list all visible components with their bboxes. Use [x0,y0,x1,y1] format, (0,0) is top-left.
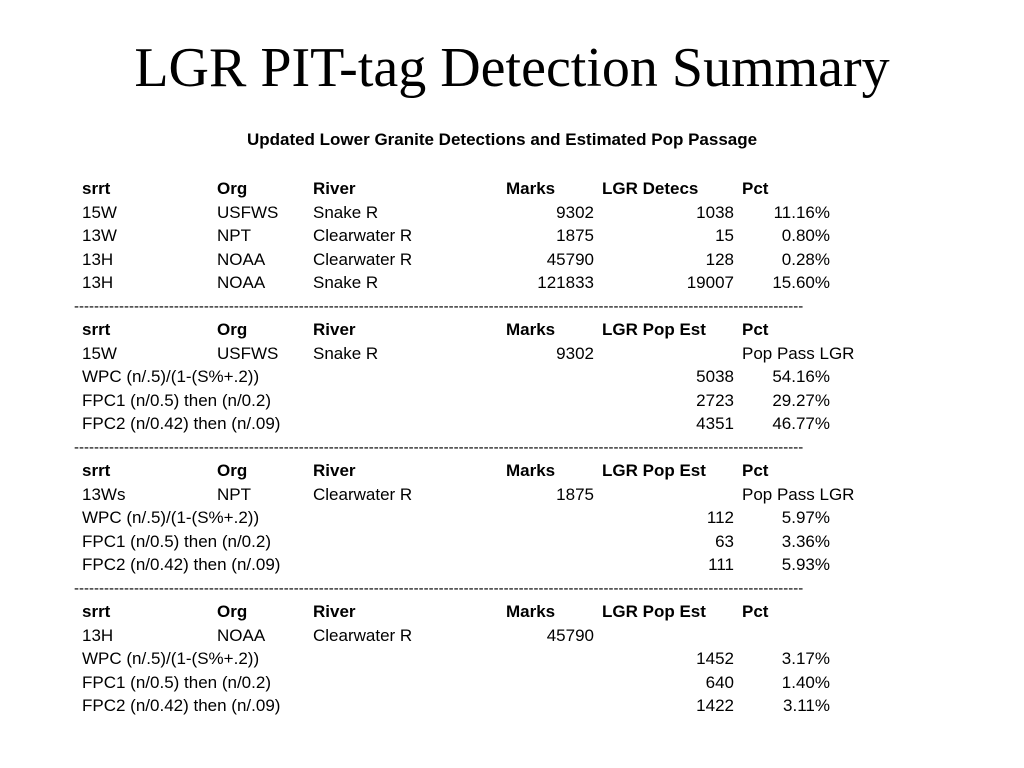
table-row [82,271,882,295]
cell-pct: 29.27% [772,390,830,410]
cell-method: WPC (n/.5)/(1-(S%+.2)) [82,649,260,668]
cell-pct: 11.16% [773,202,830,222]
cell-pct: 3.36% [781,531,830,551]
header-pct: Pct [742,179,769,198]
cell-lgr: 1452 [696,649,734,668]
cell-srrt: 13Ws [82,484,126,504]
cell-note: Pop Pass LGR [742,484,855,504]
cell-srrt: 13H [82,249,114,269]
cell-river: Snake R [313,343,379,363]
cell-lgr: 15 [715,226,734,245]
header-lgr-detecs: LGR Detecs [602,179,699,198]
cell-lgr: 1422 [696,696,734,715]
group-row [82,342,882,366]
cell-lgr: 128 [705,249,734,269]
cell-lgr: 2723 [696,390,734,410]
header-river: River [313,461,356,480]
cell-lgr: 5038 [696,367,734,386]
cell-org: NPT [217,226,251,245]
estimate-row [82,530,882,554]
cell-method: FPC2 (n/0.42) then (n/.09) [82,414,281,433]
header-lgr-pop-est: LGR Pop Est [602,320,706,339]
header-river: River [313,602,356,621]
dashed-separator: -------------------------------------------------------------------------------------------------------------------------------------------------- [74,579,804,597]
cell-marks: 9302 [556,343,594,363]
cell-pct: 0.28% [781,249,830,269]
dashed-separator: -------------------------------------------------------------------------------------------------------------------------------------------------- [74,297,804,315]
cell-lgr: 640 [705,672,734,692]
header-lgr-pop-est: LGR Pop Est [602,461,706,480]
header-org: Org [217,461,248,480]
cell-lgr: 63 [715,531,734,551]
cell-org: NOAA [217,625,266,645]
cell-marks: 1875 [556,226,594,245]
header-lgr-pop-est: LGR Pop Est [602,602,706,621]
cell-pct: 5.93% [781,555,830,574]
cell-river: Clearwater R [313,484,413,504]
estimate-row [82,647,882,671]
cell-method: WPC (n/.5)/(1-(S%+.2)) [82,508,260,527]
cell-marks: 121833 [537,273,594,292]
cell-srrt: 15W [82,202,117,222]
cell-method: FPC1 (n/0.5) then (n/0.2) [82,531,271,551]
detection-summary-table [74,177,882,718]
cell-srrt: 13H [82,625,114,645]
table-row [82,248,882,272]
cell-marks: 1875 [556,484,594,504]
section2-header-row [82,318,882,342]
cell-pct: 3.17% [781,649,830,668]
header-srrt: srrt [82,179,111,198]
cell-srrt: 13H [82,273,114,292]
cell-pct: 46.77% [772,414,830,433]
cell-pct: 1.40% [781,672,830,692]
cell-lgr: 111 [708,555,734,574]
cell-srrt: 13W [82,226,117,245]
estimate-row [82,506,882,530]
dashed-separator: -------------------------------------------------------------------------------------------------------------------------------------------------- [74,438,804,456]
header-pct: Pct [742,461,769,480]
cell-org: USFWS [217,343,279,363]
estimate-row [82,389,882,413]
cell-org: NOAA [217,249,266,269]
cell-note: Pop Pass LGR [742,343,855,363]
header-srrt: srrt [82,602,111,621]
cell-pct: 3.11% [783,696,830,715]
section4-header-row [82,600,882,624]
cell-lgr: 19007 [686,273,734,292]
cell-pct: 54.16% [772,367,830,386]
estimate-row [82,671,882,695]
cell-srrt: 15W [82,343,117,363]
cell-pct: 0.80% [781,226,830,245]
cell-marks: 45790 [546,625,594,645]
cell-org: NOAA [217,273,266,292]
cell-lgr: 112 [706,508,734,527]
header-pct: Pct [742,602,769,621]
cell-river: Clearwater R [313,249,413,269]
estimate-row [82,412,882,436]
cell-pct: 5.97% [781,508,830,527]
section3-header-row [82,459,882,483]
header-srrt: srrt [82,320,111,339]
estimate-row [82,553,882,577]
cell-river: Snake R [313,202,379,222]
slide-title: LGR PIT-tag Detection Summary [134,37,890,99]
cell-river: Clearwater R [313,625,413,645]
header-pct: Pct [742,320,769,339]
cell-method: FPC1 (n/0.5) then (n/0.2) [82,672,271,692]
cell-org: NPT [217,484,251,504]
estimate-row [82,694,882,718]
cell-org: USFWS [217,202,279,222]
cell-lgr: 1038 [696,202,734,222]
cell-river: Snake R [313,273,379,292]
section1-header-row [82,177,882,201]
table-caption: Updated Lower Granite Detections and Estimated Pop Passage [246,130,758,149]
header-river: River [313,320,356,339]
cell-marks: 45790 [546,249,594,269]
header-org: Org [217,179,248,198]
group-row [82,624,882,648]
estimate-row [82,365,882,389]
header-river: River [313,179,356,198]
cell-lgr: 4351 [696,414,734,433]
header-marks: Marks [506,602,556,621]
cell-method: FPC1 (n/0.5) then (n/0.2) [82,390,271,410]
cell-pct: 15.60% [772,273,830,292]
table-row [82,201,882,225]
header-marks: Marks [506,320,556,339]
header-org: Org [217,602,248,621]
cell-marks: 9302 [556,202,594,222]
header-srrt: srrt [82,461,111,480]
group-row [82,483,882,507]
cell-method: WPC (n/.5)/(1-(S%+.2)) [82,367,260,386]
header-org: Org [217,320,248,339]
cell-method: FPC2 (n/0.42) then (n/.09) [82,696,281,715]
header-marks: Marks [506,179,556,198]
table-row [82,224,882,248]
cell-method: FPC2 (n/0.42) then (n/.09) [82,555,281,574]
cell-river: Clearwater R [313,226,413,245]
header-marks: Marks [506,461,556,480]
